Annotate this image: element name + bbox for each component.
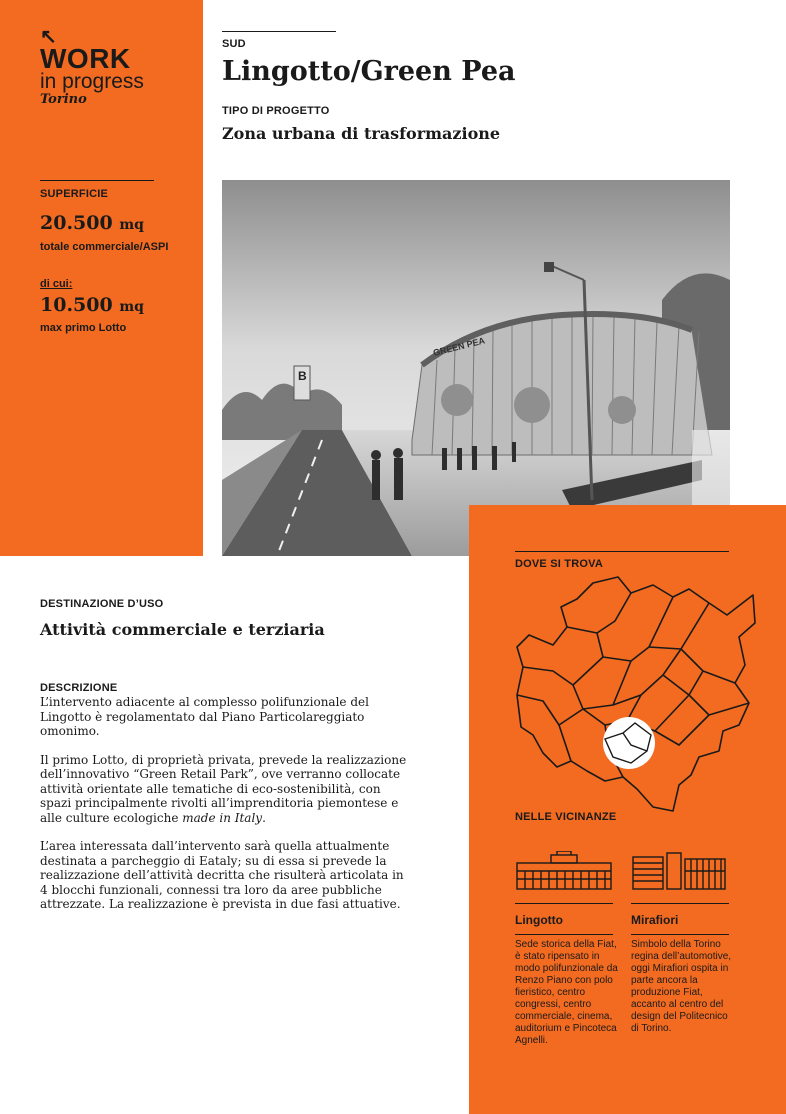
- description-body: [40, 695, 410, 926]
- description-paragraph-2-end: .: [262, 810, 266, 825]
- brand-city: Torino: [40, 92, 87, 107]
- building-sign-text: GREEN PEA: [432, 335, 486, 358]
- turin-districts-map: [513, 575, 759, 815]
- surface-total-value: 20.500: [40, 212, 113, 234]
- nearby-mirafiori-title: Mirafiori: [631, 913, 679, 927]
- zone-label: SUD: [222, 38, 246, 50]
- surface-lot: [40, 294, 144, 316]
- lingotto-building-icon: [515, 851, 613, 891]
- description-paragraph-2-italic: made in Italy: [182, 810, 263, 825]
- surface-label: SUPERFICIE: [40, 188, 109, 200]
- description-paragraph-3: L’area interessata dall’intervento sarà quella attualmente destinata a parcheggio di Eataly; su di essa si prevede la realizzazione dell’attività decritta che risulterà articolata in 4 blocchi funzionali, connessi tra loro da aree pubbliche attrezzate. La realizzazione è prevista in due fasi attuative.: [40, 839, 404, 911]
- nearby-label: NELLE VICINANZE: [515, 811, 617, 823]
- surface-lot-value: 10.500: [40, 294, 113, 316]
- description-paragraph-1: L’intervento adiacente al complesso polifunzionale del Lingotto è regolamentato dal Piano Particolareggiato omonimo.: [40, 695, 369, 738]
- location-panel: [469, 505, 786, 1114]
- description-paragraph-2-text: Il primo Lotto, di proprietà privata, prevede la realizzazione dell’innovativo “Green Retail Park”, ove verranno collocate attività orientate alle tematiche di eco-sostenibilità, con spazi principalmente rivolti all’imprenditoria piemontese e alle culture ecologiche: [40, 752, 407, 825]
- divider: [515, 903, 613, 904]
- divider: [40, 180, 154, 181]
- surface-lot-unit: mq: [119, 299, 144, 315]
- left-info-panel: [0, 0, 203, 556]
- bus-sign-text: B: [298, 369, 307, 383]
- surface-lot-caption: max primo Lotto: [40, 322, 127, 334]
- page-title: Lingotto/Green Pea: [222, 56, 516, 87]
- description-label: DESCRIZIONE: [40, 682, 118, 694]
- divider: [515, 934, 613, 935]
- nearby-mirafiori-text: Simbolo della Torino regina dell’automotive, oggi Mirafiori ospita in parte ancora la produzione Fiat, accanto al centro del design del Politecnico di Torino.: [631, 939, 732, 1034]
- brand-work: WORK: [40, 43, 131, 74]
- nearby-lingotto-text: Sede storica della Fiat, è stato ripensato in modo polifunzionale da Renzo Piano con polo fieristico, centro congressi, centro commerciale, cinema, auditorium e Pincoteca Agnelli.: [515, 939, 618, 1046]
- surface-total: [40, 212, 144, 234]
- nearby-lingotto-title: Lingotto: [515, 913, 563, 927]
- use-value: Attività commerciale e terziaria: [40, 620, 325, 639]
- surface-total-caption: totale commerciale/ASPI: [40, 241, 169, 253]
- green-pea-rendering-photo: [222, 180, 730, 556]
- divider: [631, 903, 729, 904]
- brand-in-progress: in progress: [40, 70, 144, 93]
- use-label: DESTINAZIONE D’USO: [40, 598, 164, 610]
- mirafiori-factory-icon: [631, 851, 729, 891]
- rendering-illustration: [222, 180, 730, 556]
- of-which-label: di cui:: [40, 278, 73, 290]
- work-in-progress-logo: [40, 28, 144, 108]
- divider: [515, 551, 729, 552]
- surface-total-unit: mq: [119, 217, 144, 233]
- divider: [631, 934, 729, 935]
- description-paragraph-2: [40, 753, 410, 826]
- project-type-value: Zona urbana di trasformazione: [222, 124, 501, 143]
- divider: [222, 31, 336, 32]
- arrow-up-left-icon: ↖: [40, 26, 57, 48]
- project-type-label: TIPO DI PROGETTO: [222, 105, 330, 117]
- location-label: DOVE SI TROVA: [515, 558, 603, 570]
